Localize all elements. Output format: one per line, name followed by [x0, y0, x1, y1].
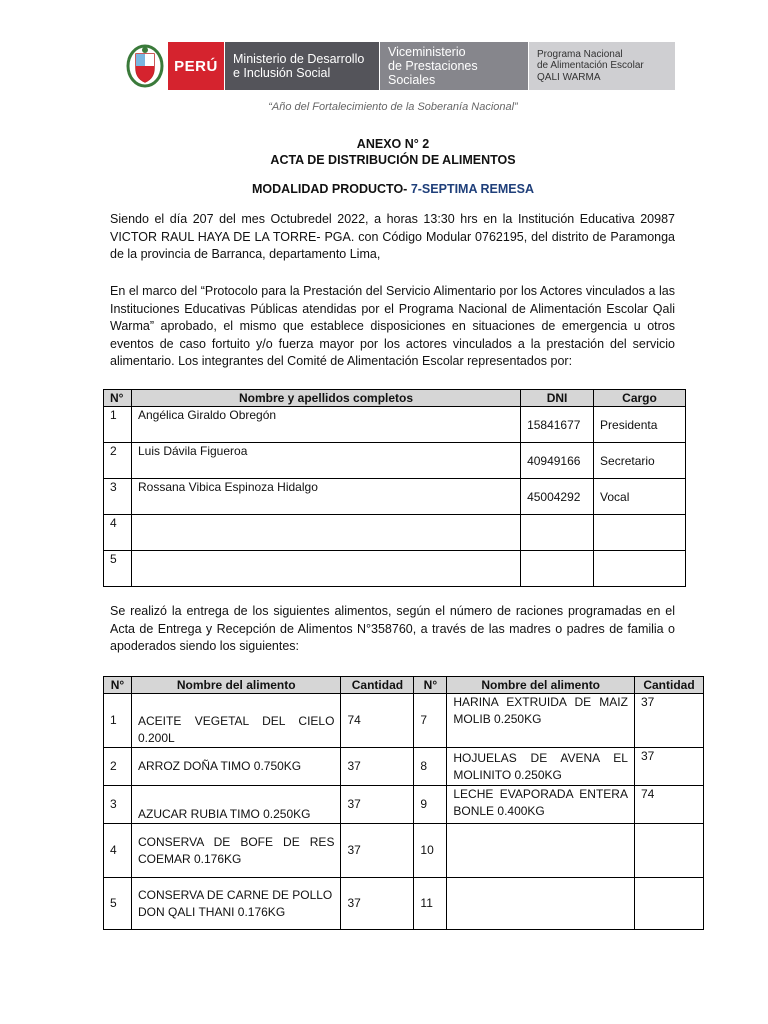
foods-header-qty1: Cantidad — [341, 677, 414, 694]
committee-n: 3 — [104, 479, 132, 515]
food-n2: 10 — [414, 824, 447, 878]
vice-line-1: Viceministerio — [388, 45, 466, 59]
protocol-paragraph: En el marco del “Protocolo para la Prestación del Servicio Alimentario por los Actores vinculados a las Instituciones Educativas Públicas atendidas por el Programa Nacional de Alimentación Escolar Qali Warma” aprobado, el mismo que establece disposiciones en situaciones de emergencia u otros eventos de caso fortuito y/o fuerza mayor por los actores vinculados a la prestación del servicio alimentario. Los integrantes del Comité de Alimentación Escolar representados por: — [110, 284, 675, 368]
committee-name: Rossana Vibica Espinoza Hidalgo — [131, 479, 520, 515]
food-n1: 5 — [104, 878, 132, 930]
committee-name — [131, 515, 520, 551]
foods-header-n2: N° — [414, 677, 447, 694]
program-line-2: de Alimentación Escolar — [537, 60, 644, 72]
foods-row — [104, 786, 704, 824]
committee-header-name: Nombre y apellidos completos — [131, 390, 520, 407]
food-qty1: 37 — [341, 786, 414, 824]
foods-header-qty2: Cantidad — [634, 677, 703, 694]
committee-header-cargo: Cargo — [594, 390, 686, 407]
viceministry-block — [379, 42, 528, 90]
committee-name: Angélica Giraldo Obregón — [131, 407, 520, 443]
foods-row — [104, 694, 704, 748]
committee-table — [103, 389, 686, 587]
food-n1: 4 — [104, 824, 132, 878]
foods-header-n1: N° — [104, 677, 132, 694]
food-qty2 — [634, 824, 703, 878]
food-n2: 9 — [414, 786, 447, 824]
committee-header-dni: DNI — [521, 390, 594, 407]
foods-row — [104, 824, 704, 878]
committee-dni — [521, 515, 594, 551]
food-qty1: 37 — [341, 824, 414, 878]
food-n2: 11 — [414, 878, 447, 930]
committee-header-row — [104, 390, 686, 407]
committee-cargo: Secretario — [594, 443, 686, 479]
committee-n: 1 — [104, 407, 132, 443]
act-title: ACTA DE DISTRIBUCIÓN DE ALIMENTOS — [270, 153, 516, 167]
committee-dni: 15841677 — [521, 407, 594, 443]
delivery-paragraph: Se realizó la entrega de los siguientes alimentos, según el número de raciones programadas en el Acta de Entrega y Recepción de Alimentos N°358760, a través de las madres o padres de familia o apoderados siendo los siguientes: — [110, 604, 675, 653]
intro-paragraph: Siendo el día 207 del mes Octubredel 2022, a horas 13:30 hrs en la Institución Educativa 20987 VICTOR RAUL HAYA DE LA TORRE- PGA. con Código Modular 0762195, del distrito de Paramonga de la provincia de Barranca, departamento Lima, — [110, 212, 675, 261]
committee-n: 5 — [104, 551, 132, 587]
food-qty1: 37 — [341, 878, 414, 930]
committee-cargo: Vocal — [594, 479, 686, 515]
food-qty1: 37 — [341, 748, 414, 786]
food-name1: CONSERVA DE CARNE DE POLLO DON QALI THANI 0.176KG — [131, 878, 340, 930]
food-n1: 3 — [104, 786, 132, 824]
food-name1: CONSERVA DE BOFE DE RES COEMAR 0.176KG — [131, 824, 340, 878]
program-line-1: Programa Nacional — [537, 48, 623, 60]
committee-cargo — [594, 551, 686, 587]
food-n2: 8 — [414, 748, 447, 786]
foods-row — [104, 748, 704, 786]
food-name1: ACEITE VEGETAL DEL CIELO 0.200L — [131, 694, 340, 748]
committee-row — [104, 407, 686, 443]
ministry-line-2: e Inclusión Social — [233, 66, 331, 80]
food-name1: ARROZ DOÑA TIMO 0.750KG — [131, 748, 340, 786]
food-qty2 — [634, 878, 703, 930]
food-n2: 7 — [414, 694, 447, 748]
committee-n: 4 — [104, 515, 132, 551]
food-qty2: 74 — [634, 786, 703, 824]
food-name2: LECHE EVAPORADA ENTERA BONLE 0.400KG — [447, 786, 635, 824]
committee-dni: 45004292 — [521, 479, 594, 515]
committee-row — [104, 479, 686, 515]
foods-header-row — [104, 677, 704, 694]
vice-line-2: de Prestaciones Sociales — [388, 59, 478, 87]
committee-dni — [521, 551, 594, 587]
modality-remesa: 7-SEPTIMA REMESA — [407, 182, 534, 196]
food-name2: HARINA EXTRUIDA DE MAIZ MOLIB 0.250KG — [447, 694, 635, 748]
committee-row — [104, 551, 686, 587]
foods-header-name1: Nombre del alimento — [131, 677, 340, 694]
foods-table — [103, 676, 704, 930]
committee-cargo — [594, 515, 686, 551]
coat-of-arms-logo — [122, 42, 168, 90]
food-n1: 2 — [104, 748, 132, 786]
food-n1: 1 — [104, 694, 132, 748]
committee-n: 2 — [104, 443, 132, 479]
committee-name — [131, 551, 520, 587]
food-name2 — [447, 824, 635, 878]
peru-brand: PERÚ — [168, 42, 224, 90]
modality-title — [0, 182, 768, 196]
ministry-block — [224, 42, 379, 90]
header-logos — [122, 42, 675, 90]
committee-dni: 40949166 — [521, 443, 594, 479]
committee-cargo: Presidenta — [594, 407, 686, 443]
annex-title: ANEXO N° 2 — [356, 137, 430, 151]
food-qty2: 37 — [634, 748, 703, 786]
modality-prefix: MODALIDAD PRODUCTO- — [252, 182, 408, 196]
committee-row — [104, 443, 686, 479]
foods-header-name2: Nombre del alimento — [447, 677, 635, 694]
ministry-line-1: Ministerio de Desarrollo — [233, 52, 365, 66]
food-name1: AZUCAR RUBIA TIMO 0.250KG — [131, 786, 340, 824]
program-block — [528, 42, 675, 90]
year-motto: “Año del Fortalecimiento de la Soberanía Nacional” — [268, 101, 518, 113]
food-qty2: 37 — [634, 694, 703, 748]
program-line-3: QALI WARMA — [537, 71, 601, 83]
food-name2 — [447, 878, 635, 930]
food-qty1: 74 — [341, 694, 414, 748]
food-name2: HOJUELAS DE AVENA EL MOLINITO 0.250KG — [447, 748, 635, 786]
committee-header-n: N° — [104, 390, 132, 407]
committee-name: Luis Dávila Figueroa — [131, 443, 520, 479]
committee-row — [104, 515, 686, 551]
foods-row — [104, 878, 704, 930]
